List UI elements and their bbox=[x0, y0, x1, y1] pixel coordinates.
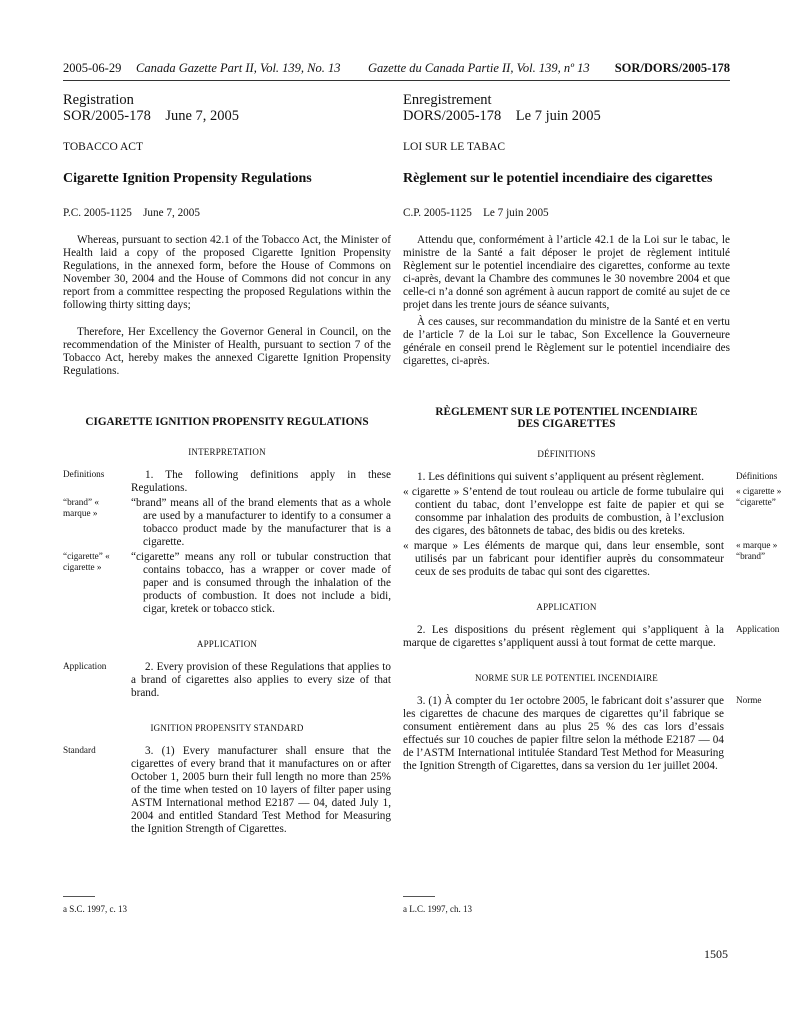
section-3 bbox=[63, 745, 391, 836]
application-heading-fr: APPLICATION bbox=[536, 602, 597, 612]
margin-note-cigarette: “cigarette” « cigarette » bbox=[63, 551, 110, 572]
definition-brand-text: “brand” means all of the brand elements that as a whole are used by a manufacturer to identify to a consumer a tobacco product made by the manufacturer that is a cigarette. bbox=[131, 497, 391, 548]
definition-brand-fr bbox=[403, 540, 778, 579]
section-1-text-fr: 1. Les définitions qui suivent s’appliquent au présent règlement. bbox=[417, 471, 705, 483]
page-number: 1505 bbox=[704, 947, 728, 961]
interpretation-heading: INTERPRETATION bbox=[188, 447, 266, 457]
footnote-rule-en bbox=[63, 896, 95, 897]
section-1-fr bbox=[403, 471, 778, 484]
registration-label-fr: Enregistrement bbox=[403, 92, 492, 108]
margin-note-application-fr: Application bbox=[736, 624, 780, 634]
regulations-heading: CIGARETTE IGNITION PROPENSITY REGULATIONS bbox=[85, 416, 369, 428]
order-in-council-fr: C.P. 2005-1125 Le 7 juin 2005 bbox=[403, 207, 549, 219]
application-heading: APPLICATION bbox=[196, 639, 258, 649]
interpretation-heading-fr: DÉFINITIONS bbox=[537, 449, 596, 459]
ignition-heading-fr: NORME SUR LE POTENTIEL INCENDIAIRE bbox=[475, 673, 658, 683]
header-reference: SOR/DORS/2005-178 bbox=[614, 61, 730, 75]
margin-note-brand-fr: « marque » “brand” bbox=[736, 540, 778, 561]
registration-number: SOR/2005-178 June 7, 2005 bbox=[63, 108, 240, 124]
section-2-fr bbox=[403, 624, 780, 650]
margin-note-definitions: Definitions bbox=[63, 469, 105, 479]
header-gazette-en: Canada Gazette Part II, Vol. 139, No. 13 bbox=[136, 61, 341, 75]
definition-brand-text-fr: « marque » Les éléments de marque qui, dans leur ensemble, sont utilisés par un fabricant pour identifier auprès du consommateur ceux de ses produits de tabac qui sont des cigarettes. bbox=[403, 540, 724, 578]
act-name-fr: LOI SUR LE TABAC bbox=[403, 141, 506, 153]
footnote-en: a S.C. 1997, c. 13 bbox=[63, 904, 127, 914]
margin-note-cigarette-fr: « cigarette » “cigarette” bbox=[736, 486, 782, 507]
definition-cigarette bbox=[63, 551, 391, 616]
header-rule bbox=[63, 80, 730, 81]
regulation-title: Cigarette Ignition Propensity Regulations bbox=[63, 171, 312, 186]
therefore-paragraph-fr: À ces causes, sur recommandation du ministre de la Santé et en vertu de l’article 7 de la Loi sur le tabac, Son Excellence la Gouverneure générale en conseil prend le Règlement sur le potentiel incendiaire des cigarettes, ci-après. bbox=[403, 316, 730, 367]
registration-number-fr: DORS/2005-178 Le 7 juin 2005 bbox=[403, 108, 601, 124]
whereas-paragraph-fr: Attendu que, conformément à l’article 42.1 de la Loi sur le tabac, le ministre de la Santé a fait déposer le projet de règlement intitulé Règlement sur le potentiel incendiaire des cigarettes, conforme au texte ci-après, devant la Chambre des communes le 30 novembre 2004 et que celle-ci n’a donné son agrément à aucun rapport de comité au sujet de ce projet dans les trente jours de séance suivants, bbox=[403, 234, 730, 311]
order-in-council: P.C. 2005-1125 June 7, 2005 bbox=[63, 207, 200, 219]
section-3-text: 3. (1) Every manufacturer shall ensure that the cigarettes of every brand that it manufactures on or after October 1, 2005 burn their full length no more than 25% of the time when tested on 10 layers of filter paper using ASTM International method E2187 — 04, dated July 1, 2004 and entitled Standard Test Method for Measuring the Ignition Strength of Cigarettes. bbox=[131, 745, 391, 835]
definition-brand bbox=[63, 497, 391, 549]
section-2-text-fr: 2. Les dispositions du présent règlement qui s’appliquent à la marque de cigarettes s’appliquent aussi à tout format de cette marque. bbox=[403, 624, 724, 649]
header-gazette-fr: Gazette du Canada Partie II, Vol. 139, nº 13 bbox=[368, 61, 590, 75]
whereas-paragraph: Whereas, pursuant to section 42.1 of the Tobacco Act, the Minister of Health laid a copy of the proposed Cigarette Ignition Propensity Regulations, in the annexed form, before the House of Commons on November 30, 2004 and the House of Commons did not concur in any report from a committee respecting the proposed Regulations within the following thirty sitting days; bbox=[63, 234, 391, 311]
registration-label: Registration bbox=[63, 92, 134, 108]
section-1 bbox=[63, 469, 391, 495]
section-2-text: 2. Every provision of these Regulations that applies to a brand of cigarettes also applies to every size of that brand. bbox=[131, 661, 391, 699]
footnote-fr: a L.C. 1997, ch. 13 bbox=[403, 904, 472, 914]
english-column bbox=[63, 92, 391, 836]
regulation-title-fr: Règlement sur le potentiel incendiaire des cigarettes bbox=[403, 171, 713, 186]
section-3-fr bbox=[403, 695, 762, 773]
ignition-heading: IGNITION PROPENSITY STANDARD bbox=[150, 723, 304, 733]
section-3-text-fr: 3. (1) À compter du 1er octobre 2005, le fabricant doit s’assurer que les cigarettes de chacune des marques de cigarettes qu’il fabrique se consument entièrement dans au plus 25 % des cas lors d’essais effectués sur 10 couches de papier filtre selon la méthode E2187 — 04 de l’ASTM International intitulée Standard Test Method for Measuring the Ignition Strength of Cigarettes, dans sa version du 1er juillet 2004. bbox=[403, 695, 724, 772]
definition-cigarette-text-fr: « cigarette » S’entend de tout rouleau ou article de forme tubulaire qui contient du tabac, dont l’enveloppe est faite de papier et qui se consomme par inhalation des produits de combustion, à l’exclusion des cigares, des bâtonnets de tabac, des bidis ou des kreteks. bbox=[403, 486, 724, 537]
therefore-paragraph: Therefore, Her Excellency the Governor General in Council, on the recommendation of the Minister of Health, pursuant to section 7 of the Tobacco Act, hereby makes the annexed Cigarette Ignition Propensity Regulations. bbox=[63, 326, 391, 377]
act-name: TOBACCO ACT bbox=[63, 141, 143, 153]
margin-note-definitions-fr: Définitions bbox=[736, 471, 778, 481]
section-1-text: 1. The following definitions apply in these Regulations. bbox=[131, 469, 391, 494]
header-date: 2005-06-29 bbox=[63, 61, 122, 75]
definition-cigarette-text: “cigarette” means any roll or tubular construction that contains tobacco, has a wrapper or cover made of paper and is consumed through the inhalation of the products of combustion. It does not include a bidi, cigar, kretek or tobacco stick. bbox=[131, 551, 391, 615]
margin-note-brand: “brand” « marque » bbox=[63, 497, 99, 518]
margin-note-application: Application bbox=[63, 661, 107, 671]
section-2 bbox=[63, 661, 391, 700]
regulations-heading-fr: RÈGLEMENT SUR LE POTENTIEL INCENDIAIRE DES CIGARETTES bbox=[435, 406, 698, 430]
definition-cigarette-fr bbox=[403, 486, 782, 538]
margin-note-standard-fr: Norme bbox=[736, 695, 762, 705]
margin-note-standard: Standard bbox=[63, 745, 96, 755]
french-column bbox=[403, 92, 782, 773]
footnote-rule-fr bbox=[403, 896, 435, 897]
